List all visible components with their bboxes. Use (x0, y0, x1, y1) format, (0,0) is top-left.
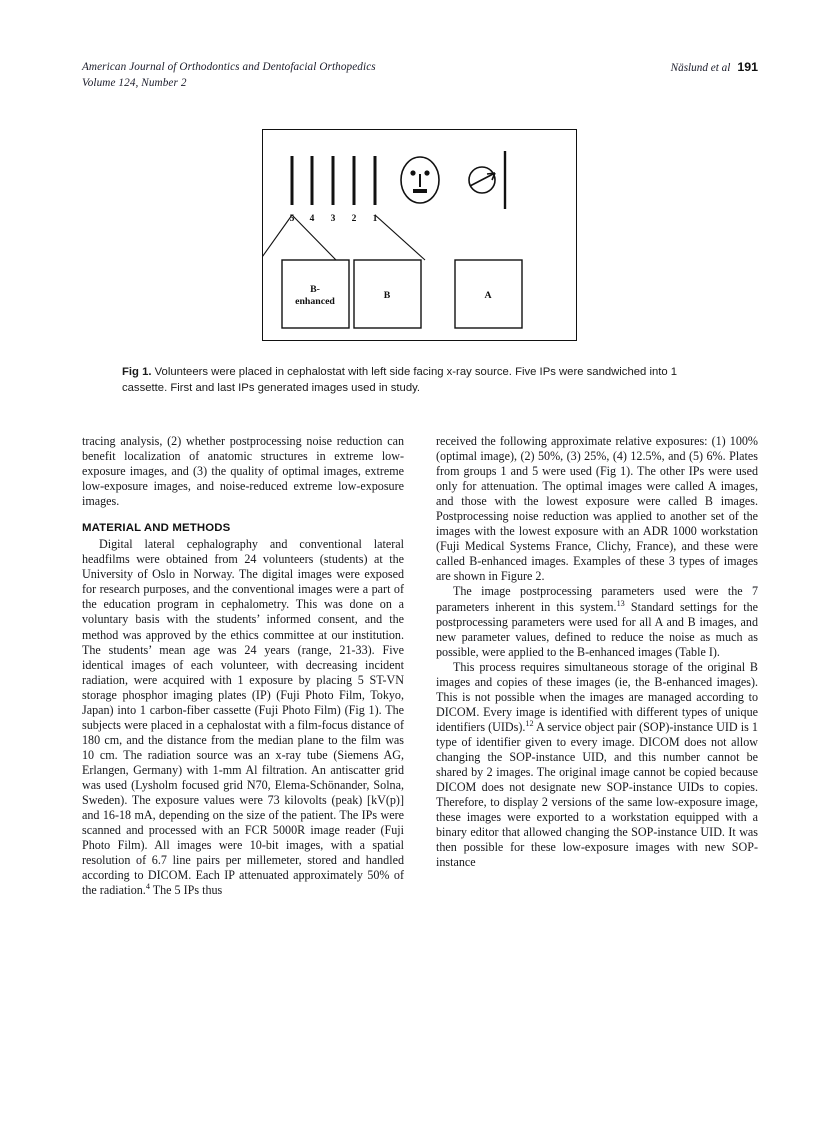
journal-title: American Journal of Orthodontics and Dentofacial Orthopedics (82, 61, 376, 73)
reference-marker-12: 12 (525, 718, 534, 728)
figure-1-illustration (262, 129, 577, 341)
journal-title-block (82, 60, 376, 91)
leader-lines (262, 215, 425, 260)
article-authors: Näslund et al (670, 62, 731, 74)
body-columns (82, 434, 758, 1044)
plate-number-3: 3 (330, 214, 336, 224)
image-box-b-label: B (383, 290, 391, 301)
reference-marker-13: 13 (616, 598, 625, 608)
journal-volume-issue: Volume 124, Number 2 (82, 76, 187, 89)
right-paragraph-continued: received the following approximate relative exposures: (1) 100% (optimal image), (2) 50%, (3) 25%, (4) 12.5%, and (5) 6%. Plates from groups 1 and 5 were used (Fig 1). The other IPs were used only for attenuation. The optimal images were called A images, and those with the lowest exposure were called B images. Postprocessing noise reduction was applied to another set of the images with the lowest exposure with an ADR 1000 workstation (Fuji Medical Systems France, Clichy, France), and these were called B-enhanced images. Examples of these 3 types of images are shown in Figure 2. (436, 434, 758, 584)
plate-number-2: 2 (351, 214, 357, 224)
x-ray-source-icon (469, 167, 495, 193)
section-heading-material-and-methods: MATERIAL AND METHODS (82, 522, 231, 535)
right-paragraph-2 (436, 584, 758, 659)
right-paragraph-2-text-a: The image postprocessing parameters used were the 7 parameters inherent in this system. (436, 584, 758, 614)
right-column (436, 434, 758, 1044)
left-paragraph-1-text-b: The 5 IPs thus (149, 883, 223, 898)
figure-caption-label: Fig 1. (122, 366, 152, 378)
running-head-right (671, 60, 758, 77)
right-paragraph-3-text-b: A service object pair (SOP)-instance UID is 1 type of identifier given to every image. DICOM does not allow changing the SOP-instance UID, and this number cannot be shared by 2 images. The original image cannot be copied because DICOM does not designate new SOP-instance UIDs to copies. Therefore, to display 2 versions of the same low-exposure image, these images were exported to a workstation equipped with a binary editor that allowed changing the SOP-instance UID. It was then possible for these low-exposure images with new SOP-instance (436, 719, 758, 870)
plate-number-4: 4 (309, 214, 315, 224)
right-paragraph-2-text-b: Standard settings for the postprocessing parameters were used for all A and B images, and new parameter values, defined to reduce the noise as much as possible, were applied to the B-enhanced images (Table I). (436, 599, 758, 659)
reference-marker-4: 4 (145, 882, 150, 892)
imaging-plate-icon (292, 156, 375, 205)
left-paragraph-1-text-a: Digital lateral cephalography and conventional lateral headfilms were obtained from 24 volunteers (students) at the University of Oslo in Norway. The digital images were exposed for research purposes, and the conventional images were a part of the education program in cephalometry. This was done on a voluntary basis with the students’ informed consent, and the method was approved by the ethics committee at our institution. The students’ mean age was 24 years (range, 21-33). Five identical images of each volunteer, with decreasing incident radiation, were acquired with 1 exposure by placing 5 ST-VN storage phosphor imaging plates (IP) (Fuji Photo Film, Tokyo, Japan) into 1 carbon-fiber cassette (Fuji Photo Film) (Fig 1). The subjects were placed in a cephalostat with a film-focus distance of 180 cm, and the distance from the median plane to the film was 10 cm. The radiation source was an x-ray tube (Siemens AG, Erlangen, Germany) with 1-mm Al filtration. An antiscatter grid was used (Lysholm focused grid N70, Elema-Schönander, Solna, Sweden). The exposure values were 73 kilovolts (peak) [kV(p)] and 16-18 mA, depending on the size of the patient. The IPs were scanned and processed with an FCR 5000R image reader (Fuji Photo Film). All images were 10-bit images, with a spatial resolution of 6.7 line pairs per millemeter, stored and handled according to DICOM. Each IP attenuated approximately 50% of the radiation. (82, 537, 404, 898)
running-head (82, 60, 758, 100)
figure-caption-text: Volunteers were placed in cephalostat with left side facing x-ray source. Five IPs were sandwiched into 1 cassette. First and last IPs generated images used in study. (122, 366, 678, 395)
figure-1 (262, 129, 577, 341)
image-box-b-enhanced-label-line2: enhanced (295, 296, 335, 307)
right-paragraph-3-text-a: This process requires simultaneous storage of the original B images and copies of these images (ie, the B-enhanced images). This is not possible when the images are managed according to DICOM. Every image is identified with different types of unique identifiers (UIDs). (436, 659, 758, 734)
page-number: 191 (737, 60, 758, 74)
plate-number-1: 1 (372, 214, 378, 224)
head-face-icon (401, 157, 439, 203)
plate-number-5: 5 (289, 214, 295, 224)
left-paragraph-continued: tracing analysis, (2) whether postprocessing noise reduction can benefit localization of anatomic structures in extreme low-exposure images, and (3) the quality of optimal images, extreme low-exposure images, and noise-reduced extreme low-exposure images. (82, 434, 404, 509)
right-paragraph-3 (436, 660, 758, 871)
image-box-b-enhanced-label-line1: B- (310, 284, 320, 295)
left-column (82, 434, 404, 1044)
figure-caption (122, 364, 718, 396)
image-box-a-label: A (484, 290, 492, 301)
plate-number-labels (290, 214, 378, 224)
left-paragraph-1 (82, 537, 404, 898)
